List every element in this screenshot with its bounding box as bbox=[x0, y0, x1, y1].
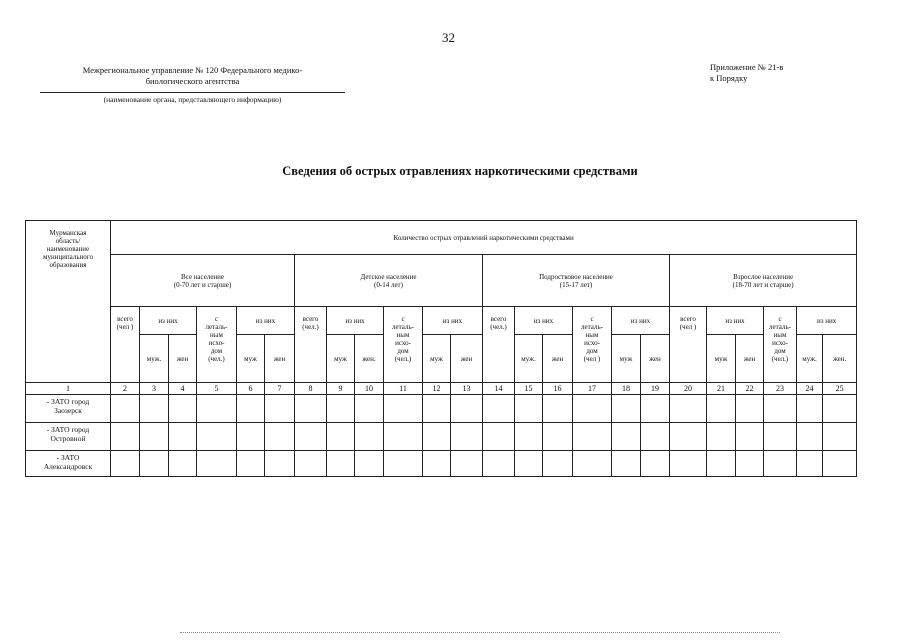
data-cell bbox=[197, 423, 237, 451]
of-them-header-cell: из них bbox=[140, 307, 197, 335]
text-line: с bbox=[590, 315, 594, 323]
data-cell bbox=[515, 395, 543, 423]
text-line: всего bbox=[302, 315, 319, 323]
column-number-cell: 5 bbox=[197, 383, 237, 395]
data-cell bbox=[823, 395, 857, 423]
data-cell bbox=[707, 395, 736, 423]
data-cell bbox=[612, 423, 641, 451]
text-line: (чел.) bbox=[490, 323, 507, 331]
data-cell bbox=[573, 423, 612, 451]
data-cell bbox=[823, 451, 857, 477]
men-header-cell: муж. bbox=[140, 335, 169, 383]
data-cell bbox=[265, 423, 295, 451]
data-cell bbox=[451, 423, 483, 451]
text-line: ным bbox=[773, 331, 787, 339]
table-row bbox=[26, 395, 857, 423]
poisoning-table bbox=[25, 220, 857, 477]
column-number-cell: 9 bbox=[327, 383, 355, 395]
text-line: дом bbox=[397, 347, 409, 355]
group-range: (18-70 лет и старше) bbox=[732, 280, 794, 289]
data-cell bbox=[355, 451, 384, 477]
data-cell bbox=[483, 423, 515, 451]
data-cell bbox=[237, 451, 265, 477]
data-cell bbox=[140, 451, 169, 477]
women-header-cell: жен bbox=[451, 335, 483, 383]
data-cell bbox=[543, 395, 573, 423]
table-row bbox=[26, 307, 857, 335]
total-header-cell bbox=[295, 307, 327, 383]
women-header-cell: жен bbox=[265, 335, 295, 383]
text-line: муниципального bbox=[43, 253, 93, 261]
data-cell bbox=[797, 451, 823, 477]
women-header-cell: жен bbox=[543, 335, 573, 383]
data-cell bbox=[111, 423, 140, 451]
column-number-cell: 7 bbox=[265, 383, 295, 395]
column-number-cell: 17 bbox=[573, 383, 612, 395]
data-cell bbox=[423, 451, 451, 477]
data-cell bbox=[736, 451, 764, 477]
column-number-cell: 20 bbox=[670, 383, 707, 395]
text-line: ным bbox=[585, 331, 599, 339]
text-line: с bbox=[401, 315, 405, 323]
text-line: область/ bbox=[55, 237, 81, 245]
column-number-cell: 3 bbox=[140, 383, 169, 395]
data-cell bbox=[295, 451, 327, 477]
data-cell bbox=[823, 423, 857, 451]
column-number-cell: 18 bbox=[612, 383, 641, 395]
data-cell bbox=[111, 395, 140, 423]
text-line: с bbox=[214, 315, 219, 323]
data-cell bbox=[797, 395, 823, 423]
women-header-cell: жен bbox=[169, 335, 197, 383]
text-line: дом bbox=[210, 347, 223, 355]
text-line: исхо- bbox=[395, 339, 411, 347]
data-cell bbox=[451, 395, 483, 423]
group-header-cell bbox=[295, 255, 483, 307]
data-cell bbox=[764, 451, 797, 477]
column-number-cell: 15 bbox=[515, 383, 543, 395]
data-cell bbox=[736, 423, 764, 451]
table-row bbox=[26, 451, 857, 477]
appendix-line-1: Приложение № 21-в bbox=[710, 62, 784, 72]
page-number: 32 bbox=[442, 30, 455, 45]
men-header-cell: муж bbox=[423, 335, 451, 383]
table-row bbox=[26, 335, 857, 383]
fatal-header-cell bbox=[764, 307, 797, 383]
document-title: Сведения об острых отравлениях наркотическими средствами bbox=[282, 164, 638, 178]
data-cell bbox=[515, 423, 543, 451]
data-cell bbox=[384, 395, 423, 423]
text-line: Мурманская bbox=[49, 229, 87, 237]
table-row bbox=[26, 255, 857, 307]
text-line: всего bbox=[117, 315, 133, 323]
data-cell bbox=[573, 451, 612, 477]
data-cell bbox=[670, 395, 707, 423]
text-line: образования bbox=[49, 261, 87, 269]
text-line: - ЗАТО bbox=[56, 453, 80, 462]
of-them-header-cell: из них bbox=[707, 307, 764, 335]
text-line: - ЗАТО город bbox=[46, 425, 90, 434]
text-line: - ЗАТО город bbox=[46, 397, 90, 406]
data-cell bbox=[451, 451, 483, 477]
column-number-cell: 4 bbox=[169, 383, 197, 395]
fatal-header-cell bbox=[197, 307, 237, 383]
data-cell bbox=[384, 451, 423, 477]
column-number-cell: 10 bbox=[355, 383, 384, 395]
men-header-cell: муж bbox=[612, 335, 641, 383]
group-range: (15-17 лет) bbox=[559, 280, 593, 289]
region-header-cell bbox=[26, 221, 111, 383]
of-them-header-cell: из них bbox=[797, 307, 857, 335]
fatal-header-cell bbox=[384, 307, 423, 383]
text-line: Островной bbox=[50, 434, 86, 443]
of-them-header-cell: из них bbox=[612, 307, 670, 335]
data-cell bbox=[327, 451, 355, 477]
text-line: (чел.) bbox=[208, 355, 225, 363]
text-line: ным bbox=[396, 331, 410, 339]
data-cell bbox=[265, 395, 295, 423]
total-header-cell bbox=[111, 307, 140, 383]
area-name-cell bbox=[26, 395, 111, 423]
table-row bbox=[26, 383, 857, 395]
organization-name bbox=[40, 65, 345, 87]
area-name-cell bbox=[26, 451, 111, 477]
column-number-cell: 19 bbox=[641, 383, 670, 395]
group-name: Взрослое население bbox=[733, 272, 794, 281]
fatal-header-cell bbox=[573, 307, 612, 383]
scan-artifact-footer bbox=[180, 632, 780, 635]
data-cell bbox=[295, 395, 327, 423]
of-them-header-cell: из них bbox=[237, 307, 295, 335]
column-number-cell: 14 bbox=[483, 383, 515, 395]
organization-underline bbox=[40, 92, 345, 93]
group-header-cell bbox=[670, 255, 857, 307]
data-cell bbox=[707, 423, 736, 451]
text-line: (чел ) bbox=[116, 323, 134, 331]
data-cell bbox=[265, 451, 295, 477]
data-cell bbox=[641, 423, 670, 451]
group-name: Подростковое население bbox=[539, 272, 613, 281]
column-number-cell: 23 bbox=[764, 383, 797, 395]
appendix-reference bbox=[710, 62, 783, 84]
text-line: (чел.) bbox=[394, 355, 412, 363]
group-range: (0-70 лет и старше) bbox=[173, 280, 232, 289]
organization-caption: (наименование органа, представляющего информацию) bbox=[103, 95, 282, 104]
table-row bbox=[26, 423, 857, 451]
column-number-cell: 24 bbox=[797, 383, 823, 395]
data-cell bbox=[764, 395, 797, 423]
data-cell bbox=[641, 451, 670, 477]
column-number-cell: 1 bbox=[26, 383, 111, 395]
total-header-cell bbox=[670, 307, 707, 383]
men-header-cell: муж. bbox=[515, 335, 543, 383]
main-header-cell: Количество острых отравлений наркотическими средствами bbox=[111, 221, 857, 255]
data-cell bbox=[483, 451, 515, 477]
group-name: Детское население bbox=[360, 272, 417, 281]
text-line: (чел.) bbox=[771, 355, 789, 363]
men-header-cell: муж bbox=[237, 335, 265, 383]
data-cell bbox=[237, 395, 265, 423]
data-cell bbox=[543, 451, 573, 477]
women-header-cell: жен bbox=[641, 335, 670, 383]
data-cell bbox=[140, 423, 169, 451]
of-them-header-cell: из них bbox=[423, 307, 483, 335]
column-number-cell: 25 bbox=[823, 383, 857, 395]
data-cell bbox=[515, 451, 543, 477]
data-cell bbox=[670, 451, 707, 477]
text-line: исхо- bbox=[772, 339, 788, 347]
women-header-cell: жен. bbox=[355, 335, 384, 383]
men-header-cell: муж bbox=[707, 335, 736, 383]
data-cell bbox=[237, 423, 265, 451]
of-them-header-cell: из них bbox=[515, 307, 573, 335]
text-line: ным bbox=[210, 331, 223, 339]
area-name-cell bbox=[26, 423, 111, 451]
text-line: леталь- bbox=[769, 323, 791, 331]
data-cell bbox=[423, 423, 451, 451]
data-cell bbox=[423, 395, 451, 423]
column-number-cell: 13 bbox=[451, 383, 483, 395]
men-header-cell: муж bbox=[327, 335, 355, 383]
column-number-cell: 22 bbox=[736, 383, 764, 395]
data-cell bbox=[573, 395, 612, 423]
data-cell bbox=[543, 423, 573, 451]
organization-name-line-2: биологического агентства bbox=[145, 76, 240, 86]
organization-name-line-1: Межрегиональное управление № 120 Федерального медико- bbox=[82, 65, 303, 75]
text-line: (чел ) bbox=[679, 323, 697, 331]
data-cell bbox=[641, 395, 670, 423]
data-cell bbox=[612, 395, 641, 423]
data-cell bbox=[111, 451, 140, 477]
column-number-cell: 6 bbox=[237, 383, 265, 395]
text-line: исхо- bbox=[208, 339, 225, 347]
group-header-cell bbox=[483, 255, 670, 307]
appendix-line-2: к Порядку bbox=[710, 73, 748, 83]
text-line: леталь- bbox=[205, 323, 228, 331]
text-line: леталь- bbox=[392, 323, 414, 331]
data-cell bbox=[169, 423, 197, 451]
text-line: всего bbox=[680, 315, 696, 323]
column-number-cell: 8 bbox=[295, 383, 327, 395]
data-cell bbox=[736, 395, 764, 423]
text-line: (чел.) bbox=[302, 323, 319, 331]
data-cell bbox=[670, 423, 707, 451]
women-header-cell: жен. bbox=[823, 335, 857, 383]
of-them-header-cell: из них bbox=[327, 307, 384, 335]
data-cell bbox=[327, 395, 355, 423]
data-cell bbox=[197, 451, 237, 477]
data-cell bbox=[140, 395, 169, 423]
column-number-cell: 12 bbox=[423, 383, 451, 395]
text-line: исхо- bbox=[584, 339, 600, 347]
column-number-cell: 16 bbox=[543, 383, 573, 395]
data-cell bbox=[197, 395, 237, 423]
text-line: дом bbox=[586, 347, 598, 355]
data-cell bbox=[384, 423, 423, 451]
group-name: Все население bbox=[180, 272, 225, 281]
men-header-cell: муж. bbox=[797, 335, 823, 383]
column-number-cell: 2 bbox=[111, 383, 140, 395]
text-line: дом bbox=[774, 347, 786, 355]
text-line: с bbox=[778, 315, 782, 323]
women-header-cell: жен bbox=[736, 335, 764, 383]
data-cell bbox=[295, 423, 327, 451]
text-line: наименование bbox=[46, 245, 90, 253]
data-cell bbox=[483, 395, 515, 423]
data-cell bbox=[764, 423, 797, 451]
text-line: леталь- bbox=[581, 323, 603, 331]
column-number-cell: 21 bbox=[707, 383, 736, 395]
data-cell bbox=[707, 451, 736, 477]
data-cell bbox=[797, 423, 823, 451]
column-number-cell: 11 bbox=[384, 383, 423, 395]
total-header-cell bbox=[483, 307, 515, 383]
data-cell bbox=[327, 423, 355, 451]
poisoning-table-wrapper bbox=[25, 220, 857, 477]
text-line: Заозерск bbox=[54, 406, 82, 415]
text-line: Александровск bbox=[43, 462, 93, 471]
data-cell bbox=[169, 451, 197, 477]
data-cell bbox=[355, 423, 384, 451]
data-cell bbox=[169, 395, 197, 423]
data-cell bbox=[612, 451, 641, 477]
data-cell bbox=[355, 395, 384, 423]
group-header-cell bbox=[111, 255, 295, 307]
text-line: всего bbox=[490, 315, 507, 323]
table-row bbox=[26, 221, 857, 255]
text-line: (чел ) bbox=[583, 355, 601, 363]
group-range: (0-14 лет) bbox=[374, 280, 403, 289]
